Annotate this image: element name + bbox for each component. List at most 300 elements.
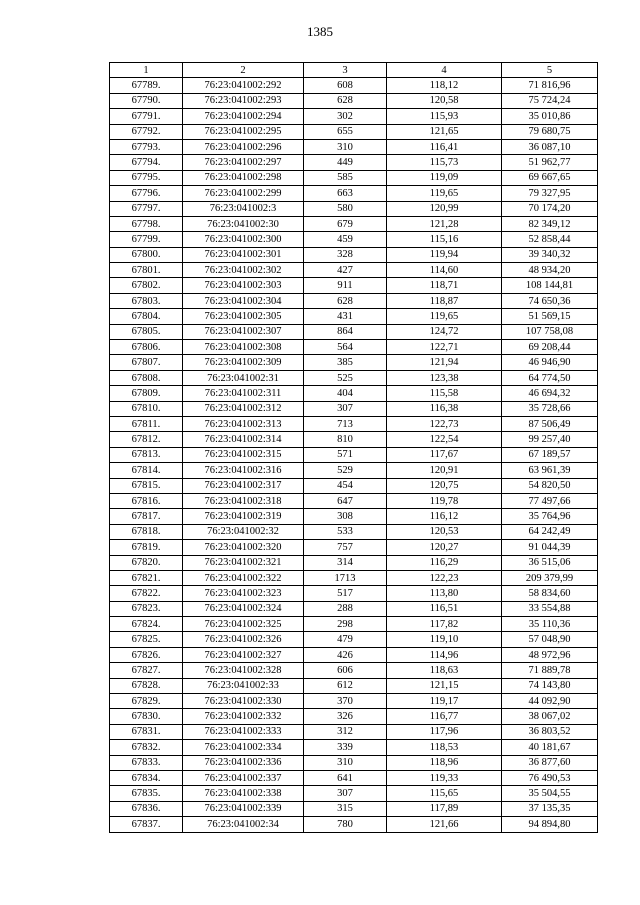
table-row	[110, 124, 598, 139]
specific-value-cell: 121,66	[387, 817, 502, 832]
area-cell: 580	[304, 201, 387, 216]
row-number-cell: 67800.	[110, 247, 183, 262]
table-row	[110, 416, 598, 431]
row-number-cell: 67813.	[110, 447, 183, 462]
area-cell: 326	[304, 709, 387, 724]
cadastral-number-cell: 76:23:041002:308	[183, 340, 304, 355]
area-cell: 312	[304, 724, 387, 739]
specific-value-cell: 117,67	[387, 447, 502, 462]
cadastral-number-cell: 76:23:041002:326	[183, 632, 304, 647]
cadastral-number-cell: 76:23:041002:292	[183, 78, 304, 93]
area-cell: 427	[304, 263, 387, 278]
cadastral-value-cell: 52 858,44	[502, 232, 598, 247]
area-cell: 307	[304, 401, 387, 416]
table-row	[110, 755, 598, 770]
specific-value-cell: 120,58	[387, 93, 502, 108]
cadastral-value-cell: 40 181,67	[502, 740, 598, 755]
cadastral-number-cell: 76:23:041002:302	[183, 263, 304, 278]
cadastral-value-cell: 46 946,90	[502, 355, 598, 370]
specific-value-cell: 118,96	[387, 755, 502, 770]
cadastral-number-cell: 76:23:041002:339	[183, 801, 304, 816]
row-number-cell: 67808.	[110, 370, 183, 385]
row-number-cell: 67801.	[110, 263, 183, 278]
specific-value-cell: 121,15	[387, 678, 502, 693]
cadastral-value-cell: 67 189,57	[502, 447, 598, 462]
row-number-cell: 67789.	[110, 78, 183, 93]
cadastral-number-cell: 76:23:041002:338	[183, 786, 304, 801]
specific-value-cell: 122,54	[387, 432, 502, 447]
cadastral-number-cell: 76:23:041002:30	[183, 216, 304, 231]
specific-value-cell: 115,65	[387, 786, 502, 801]
specific-value-cell: 116,38	[387, 401, 502, 416]
table-row	[110, 478, 598, 493]
row-number-cell: 67794.	[110, 155, 183, 170]
row-number-cell: 67807.	[110, 355, 183, 370]
area-cell: 314	[304, 555, 387, 570]
area-cell: 529	[304, 463, 387, 478]
table-row	[110, 817, 598, 832]
cadastral-value-cell: 64 242,49	[502, 524, 598, 539]
specific-value-cell: 116,51	[387, 601, 502, 616]
cadastral-value-cell: 36 803,52	[502, 724, 598, 739]
specific-value-cell: 114,60	[387, 263, 502, 278]
cadastral-number-cell: 76:23:041002:330	[183, 694, 304, 709]
specific-value-cell: 122,23	[387, 570, 502, 585]
cadastral-value-cell: 108 144,81	[502, 278, 598, 293]
row-number-cell: 67835.	[110, 786, 183, 801]
table-row	[110, 617, 598, 632]
cadastral-number-cell: 76:23:041002:315	[183, 447, 304, 462]
cadastral-number-cell: 76:23:041002:307	[183, 324, 304, 339]
cadastral-value-cell: 79 327,95	[502, 186, 598, 201]
specific-value-cell: 113,80	[387, 586, 502, 601]
table-row	[110, 186, 598, 201]
table-row	[110, 155, 598, 170]
area-cell: 339	[304, 740, 387, 755]
specific-value-cell: 119,10	[387, 632, 502, 647]
specific-value-cell: 121,65	[387, 124, 502, 139]
cadastral-value-cell: 35 764,96	[502, 509, 598, 524]
table-row	[110, 432, 598, 447]
table-row	[110, 678, 598, 693]
cadastral-number-cell: 76:23:041002:32	[183, 524, 304, 539]
table-row	[110, 386, 598, 401]
specific-value-cell: 115,16	[387, 232, 502, 247]
table-row	[110, 370, 598, 385]
row-number-cell: 67830.	[110, 709, 183, 724]
row-number-cell: 67815.	[110, 478, 183, 493]
cadastral-value-cell: 35 010,86	[502, 109, 598, 124]
table-row	[110, 709, 598, 724]
area-cell: 459	[304, 232, 387, 247]
specific-value-cell: 118,53	[387, 740, 502, 755]
table-row	[110, 601, 598, 616]
cadastral-value-cell: 99 257,40	[502, 432, 598, 447]
area-cell: 298	[304, 617, 387, 632]
cadastral-value-cell: 91 044,39	[502, 540, 598, 555]
row-number-cell: 67795.	[110, 170, 183, 185]
cadastral-number-cell: 76:23:041002:311	[183, 386, 304, 401]
table-row	[110, 401, 598, 416]
cadastral-number-cell: 76:23:041002:34	[183, 817, 304, 832]
row-number-cell: 67828.	[110, 678, 183, 693]
cadastral-number-cell: 76:23:041002:328	[183, 663, 304, 678]
specific-value-cell: 119,33	[387, 770, 502, 785]
cadastral-value-cell: 48 972,96	[502, 647, 598, 662]
cadastral-number-cell: 76:23:041002:316	[183, 463, 304, 478]
table-row	[110, 278, 598, 293]
row-number-cell: 67836.	[110, 801, 183, 816]
cadastral-number-cell: 76:23:041002:320	[183, 540, 304, 555]
cadastral-value-cell: 69 208,44	[502, 340, 598, 355]
specific-value-cell: 117,82	[387, 617, 502, 632]
table-row	[110, 555, 598, 570]
area-cell: 641	[304, 770, 387, 785]
area-cell: 288	[304, 601, 387, 616]
cadastral-value-cell: 51 962,77	[502, 155, 598, 170]
cadastral-value-cell: 57 048,90	[502, 632, 598, 647]
area-cell: 606	[304, 663, 387, 678]
row-number-cell: 67802.	[110, 278, 183, 293]
specific-value-cell: 116,12	[387, 509, 502, 524]
cadastral-number-cell: 76:23:041002:337	[183, 770, 304, 785]
area-cell: 911	[304, 278, 387, 293]
cadastral-value-cell: 87 506,49	[502, 416, 598, 431]
area-cell: 449	[304, 155, 387, 170]
area-cell: 628	[304, 93, 387, 108]
cadastral-number-cell: 76:23:041002:314	[183, 432, 304, 447]
specific-value-cell: 122,73	[387, 416, 502, 431]
row-number-cell: 67837.	[110, 817, 183, 832]
area-cell: 612	[304, 678, 387, 693]
area-cell: 315	[304, 801, 387, 816]
row-number-cell: 67826.	[110, 647, 183, 662]
cadastral-number-cell: 76:23:041002:332	[183, 709, 304, 724]
cadastral-value-cell: 63 961,39	[502, 463, 598, 478]
table-row	[110, 647, 598, 662]
area-cell: 780	[304, 817, 387, 832]
row-number-cell: 67827.	[110, 663, 183, 678]
cadastral-value-cell: 36 087,10	[502, 139, 598, 154]
area-cell: 310	[304, 139, 387, 154]
area-cell: 564	[304, 340, 387, 355]
area-cell: 525	[304, 370, 387, 385]
cadastral-value-cell: 37 135,35	[502, 801, 598, 816]
row-number-cell: 67811.	[110, 416, 183, 431]
row-number-cell: 67805.	[110, 324, 183, 339]
row-number-cell: 67819.	[110, 540, 183, 555]
cadastral-number-cell: 76:23:041002:324	[183, 601, 304, 616]
table-row	[110, 694, 598, 709]
cadastral-value-cell: 79 680,75	[502, 124, 598, 139]
cadastral-value-cell: 35 110,36	[502, 617, 598, 632]
table-row	[110, 263, 598, 278]
row-number-cell: 67817.	[110, 509, 183, 524]
specific-value-cell: 119,94	[387, 247, 502, 262]
table-row	[110, 463, 598, 478]
table-row	[110, 247, 598, 262]
row-number-cell: 67825.	[110, 632, 183, 647]
cadastral-number-cell: 76:23:041002:319	[183, 509, 304, 524]
area-cell: 328	[304, 247, 387, 262]
specific-value-cell: 115,73	[387, 155, 502, 170]
table-row	[110, 309, 598, 324]
table-row	[110, 216, 598, 231]
table-body	[110, 78, 598, 832]
cadastral-value-cell: 38 067,02	[502, 709, 598, 724]
row-number-cell: 67820.	[110, 555, 183, 570]
cadastral-value-cell: 71 889,78	[502, 663, 598, 678]
specific-value-cell: 116,29	[387, 555, 502, 570]
specific-value-cell: 121,94	[387, 355, 502, 370]
specific-value-cell: 120,75	[387, 478, 502, 493]
specific-value-cell: 120,27	[387, 540, 502, 555]
table-row	[110, 724, 598, 739]
row-number-cell: 67834.	[110, 770, 183, 785]
area-cell: 864	[304, 324, 387, 339]
specific-value-cell: 118,12	[387, 78, 502, 93]
specific-value-cell: 119,78	[387, 493, 502, 508]
cadastral-number-cell: 76:23:041002:31	[183, 370, 304, 385]
cadastral-number-cell: 76:23:041002:318	[183, 493, 304, 508]
row-number-cell: 67810.	[110, 401, 183, 416]
row-number-cell: 67814.	[110, 463, 183, 478]
area-cell: 810	[304, 432, 387, 447]
area-cell: 310	[304, 755, 387, 770]
specific-value-cell: 120,99	[387, 201, 502, 216]
area-cell: 431	[304, 309, 387, 324]
area-cell: 655	[304, 124, 387, 139]
area-cell: 713	[304, 416, 387, 431]
cadastral-value-cell: 75 724,24	[502, 93, 598, 108]
cadastral-number-cell: 76:23:041002:322	[183, 570, 304, 585]
table-row	[110, 524, 598, 539]
area-cell: 628	[304, 293, 387, 308]
cadastral-number-cell: 76:23:041002:312	[183, 401, 304, 416]
cadastral-value-cell: 58 834,60	[502, 586, 598, 601]
table-row	[110, 109, 598, 124]
specific-value-cell: 115,58	[387, 386, 502, 401]
column-header-4: 4	[387, 63, 502, 78]
specific-value-cell: 120,53	[387, 524, 502, 539]
specific-value-cell: 117,96	[387, 724, 502, 739]
row-number-cell: 67796.	[110, 186, 183, 201]
area-cell: 454	[304, 478, 387, 493]
cadastral-value-cell: 54 820,50	[502, 478, 598, 493]
cadastral-value-cell: 33 554,88	[502, 601, 598, 616]
cadastral-number-cell: 76:23:041002:299	[183, 186, 304, 201]
area-cell: 479	[304, 632, 387, 647]
table-row	[110, 201, 598, 216]
specific-value-cell: 119,65	[387, 309, 502, 324]
table-row	[110, 540, 598, 555]
area-cell: 308	[304, 509, 387, 524]
area-cell: 679	[304, 216, 387, 231]
specific-value-cell: 119,09	[387, 170, 502, 185]
table-row	[110, 632, 598, 647]
cadastral-value-cell: 70 174,20	[502, 201, 598, 216]
area-cell: 370	[304, 694, 387, 709]
table-row	[110, 586, 598, 601]
cadastral-value-cell: 44 092,90	[502, 694, 598, 709]
table-row	[110, 786, 598, 801]
cadastral-number-cell: 76:23:041002:325	[183, 617, 304, 632]
specific-value-cell: 118,71	[387, 278, 502, 293]
table-row	[110, 340, 598, 355]
cadastral-number-cell: 76:23:041002:323	[183, 586, 304, 601]
row-number-cell: 67793.	[110, 139, 183, 154]
cadastral-value-cell: 39 340,32	[502, 247, 598, 262]
cadastral-value-cell: 82 349,12	[502, 216, 598, 231]
area-cell: 302	[304, 109, 387, 124]
specific-value-cell: 116,77	[387, 709, 502, 724]
area-cell: 404	[304, 386, 387, 401]
column-header-2: 2	[183, 63, 304, 78]
cadastral-number-cell: 76:23:041002:295	[183, 124, 304, 139]
cadastral-number-cell: 76:23:041002:297	[183, 155, 304, 170]
table-row	[110, 93, 598, 108]
cadastral-value-cell: 74 143,80	[502, 678, 598, 693]
specific-value-cell: 114,96	[387, 647, 502, 662]
table-row	[110, 493, 598, 508]
cadastral-value-cell: 77 497,66	[502, 493, 598, 508]
table-row	[110, 663, 598, 678]
page-number: 1385	[307, 24, 333, 39]
cadastral-number-cell: 76:23:041002:293	[183, 93, 304, 108]
table-row	[110, 324, 598, 339]
cadastral-number-cell: 76:23:041002:33	[183, 678, 304, 693]
cadastral-value-cell: 107 758,08	[502, 324, 598, 339]
cadastral-value-cell: 46 694,32	[502, 386, 598, 401]
column-header-5: 5	[502, 63, 598, 78]
row-number-cell: 67806.	[110, 340, 183, 355]
cadastral-number-cell: 76:23:041002:296	[183, 139, 304, 154]
row-number-cell: 67799.	[110, 232, 183, 247]
cadastral-value-cell: 36 515,06	[502, 555, 598, 570]
row-number-cell: 67797.	[110, 201, 183, 216]
table-row	[110, 139, 598, 154]
specific-value-cell: 118,87	[387, 293, 502, 308]
area-cell: 517	[304, 586, 387, 601]
cadastral-number-cell: 76:23:041002:334	[183, 740, 304, 755]
cadastral-number-cell: 76:23:041002:301	[183, 247, 304, 262]
specific-value-cell: 117,89	[387, 801, 502, 816]
row-number-cell: 67832.	[110, 740, 183, 755]
table-row	[110, 170, 598, 185]
row-number-cell: 67791.	[110, 109, 183, 124]
table-row	[110, 78, 598, 93]
cadastral-number-cell: 76:23:041002:313	[183, 416, 304, 431]
specific-value-cell: 123,38	[387, 370, 502, 385]
cadastral-number-cell: 76:23:041002:304	[183, 293, 304, 308]
cadastral-value-cell: 64 774,50	[502, 370, 598, 385]
cadastral-value-cell: 51 569,15	[502, 309, 598, 324]
column-header-3: 3	[304, 63, 387, 78]
row-number-cell: 67822.	[110, 586, 183, 601]
specific-value-cell: 120,91	[387, 463, 502, 478]
cadastral-number-cell: 76:23:041002:321	[183, 555, 304, 570]
area-cell: 757	[304, 540, 387, 555]
row-number-cell: 67818.	[110, 524, 183, 539]
cadastral-value-cell: 35 504,55	[502, 786, 598, 801]
cadastral-number-cell: 76:23:041002:327	[183, 647, 304, 662]
area-cell: 385	[304, 355, 387, 370]
cadastral-number-cell: 76:23:041002:317	[183, 478, 304, 493]
specific-value-cell: 115,93	[387, 109, 502, 124]
row-number-cell: 67798.	[110, 216, 183, 231]
area-cell: 533	[304, 524, 387, 539]
table-row	[110, 740, 598, 755]
specific-value-cell: 119,17	[387, 694, 502, 709]
row-number-cell: 67816.	[110, 493, 183, 508]
cadastral-value-cell: 209 379,99	[502, 570, 598, 585]
area-cell: 608	[304, 78, 387, 93]
table-row	[110, 293, 598, 308]
table-row	[110, 801, 598, 816]
cadastral-number-cell: 76:23:041002:336	[183, 755, 304, 770]
specific-value-cell: 119,65	[387, 186, 502, 201]
area-cell: 426	[304, 647, 387, 662]
row-number-cell: 67792.	[110, 124, 183, 139]
cadastral-number-cell: 76:23:041002:303	[183, 278, 304, 293]
area-cell: 571	[304, 447, 387, 462]
cadastral-value-cell: 69 667,65	[502, 170, 598, 185]
table-row	[110, 355, 598, 370]
row-number-cell: 67833.	[110, 755, 183, 770]
row-number-cell: 67823.	[110, 601, 183, 616]
table-row	[110, 770, 598, 785]
cadastral-number-cell: 76:23:041002:3	[183, 201, 304, 216]
cadastral-value-cell: 74 650,36	[502, 293, 598, 308]
row-number-cell: 67803.	[110, 293, 183, 308]
cadastral-value-cell: 48 934,20	[502, 263, 598, 278]
specific-value-cell: 116,41	[387, 139, 502, 154]
cadastral-number-cell: 76:23:041002:300	[183, 232, 304, 247]
row-number-cell: 67804.	[110, 309, 183, 324]
table-row	[110, 570, 598, 585]
table-row	[110, 509, 598, 524]
specific-value-cell: 118,63	[387, 663, 502, 678]
cadastral-value-cell: 94 894,80	[502, 817, 598, 832]
specific-value-cell: 121,28	[387, 216, 502, 231]
area-cell: 663	[304, 186, 387, 201]
cadastral-value-cell: 76 490,53	[502, 770, 598, 785]
area-cell: 307	[304, 786, 387, 801]
cadastral-value-cell: 35 728,66	[502, 401, 598, 416]
column-header-1: 1	[110, 63, 183, 78]
table-row	[110, 232, 598, 247]
cadastral-value-cell: 36 877,60	[502, 755, 598, 770]
cadastral-value-cell: 71 816,96	[502, 78, 598, 93]
row-number-cell: 67790.	[110, 93, 183, 108]
table-row	[110, 447, 598, 462]
row-number-cell: 67812.	[110, 432, 183, 447]
cadastral-number-cell: 76:23:041002:305	[183, 309, 304, 324]
cadastral-number-cell: 76:23:041002:333	[183, 724, 304, 739]
row-number-cell: 67829.	[110, 694, 183, 709]
specific-value-cell: 122,71	[387, 340, 502, 355]
area-cell: 585	[304, 170, 387, 185]
cadastral-value-table	[109, 62, 598, 833]
specific-value-cell: 124,72	[387, 324, 502, 339]
cadastral-number-cell: 76:23:041002:298	[183, 170, 304, 185]
table-header-row	[110, 63, 598, 78]
row-number-cell: 67831.	[110, 724, 183, 739]
cadastral-number-cell: 76:23:041002:294	[183, 109, 304, 124]
area-cell: 1713	[304, 570, 387, 585]
cadastral-number-cell: 76:23:041002:309	[183, 355, 304, 370]
row-number-cell: 67809.	[110, 386, 183, 401]
